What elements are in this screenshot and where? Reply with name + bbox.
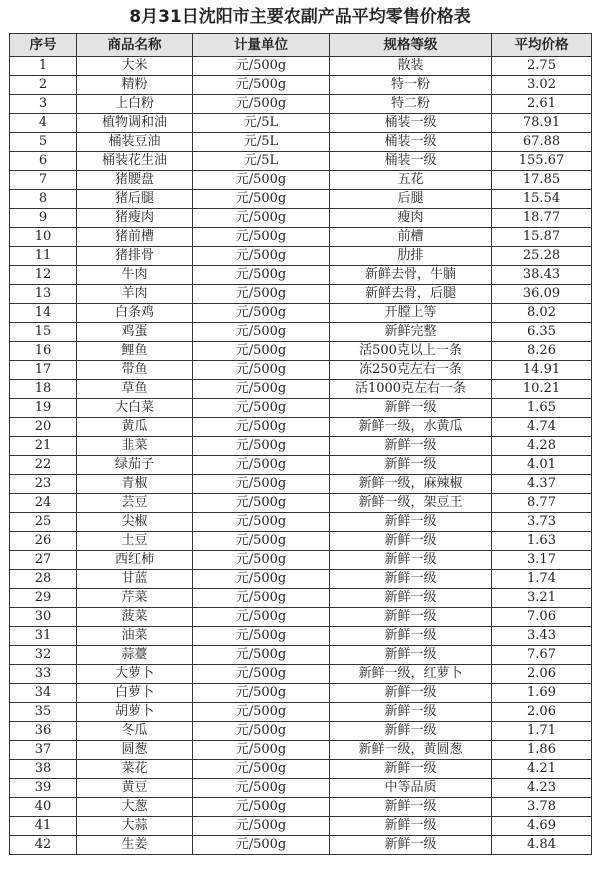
cell-unit: 元/500g — [193, 551, 330, 570]
cell-grade: 新鲜一级 — [330, 399, 492, 418]
cell-grade: 新鲜去骨，牛腩 — [330, 266, 492, 285]
cell-index: 33 — [10, 665, 77, 684]
table-row — [10, 513, 592, 532]
cell-index: 29 — [10, 589, 77, 608]
table-row — [10, 304, 592, 323]
table-row — [10, 570, 592, 589]
cell-average-price: 2.06 — [492, 665, 592, 684]
cell-unit: 元/500g — [193, 646, 330, 665]
cell-index: 3 — [10, 95, 77, 114]
table-row — [10, 418, 592, 437]
cell-unit: 元/500g — [193, 703, 330, 722]
cell-unit: 元/500g — [193, 722, 330, 741]
cell-average-price: 4.23 — [492, 779, 592, 798]
table-body — [10, 57, 592, 855]
cell-index: 16 — [10, 342, 77, 361]
cell-unit: 元/500g — [193, 76, 330, 95]
table-row — [10, 532, 592, 551]
cell-index: 8 — [10, 190, 77, 209]
cell-unit: 元/5L — [193, 133, 330, 152]
cell-average-price: 3.02 — [492, 76, 592, 95]
cell-unit: 元/500g — [193, 570, 330, 589]
cell-index: 7 — [10, 171, 77, 190]
cell-average-price: 36.09 — [492, 285, 592, 304]
table-row — [10, 551, 592, 570]
cell-average-price: 6.35 — [492, 323, 592, 342]
table-row — [10, 494, 592, 513]
cell-grade: 新鲜一级 — [330, 456, 492, 475]
cell-average-price: 1.65 — [492, 399, 592, 418]
cell-average-price: 3.21 — [492, 589, 592, 608]
table-row — [10, 266, 592, 285]
cell-unit: 元/500g — [193, 437, 330, 456]
table-row — [10, 760, 592, 779]
cell-unit: 元/500g — [193, 836, 330, 855]
table-row — [10, 380, 592, 399]
cell-index: 31 — [10, 627, 77, 646]
table-row — [10, 722, 592, 741]
cell-product-name: 草鱼 — [77, 380, 193, 399]
cell-index: 19 — [10, 399, 77, 418]
cell-unit: 元/500g — [193, 418, 330, 437]
cell-index: 38 — [10, 760, 77, 779]
cell-product-name: 猪排骨 — [77, 247, 193, 266]
cell-product-name: 大白菜 — [77, 399, 193, 418]
cell-unit: 元/500g — [193, 817, 330, 836]
table-row — [10, 589, 592, 608]
cell-index: 27 — [10, 551, 77, 570]
table-row — [10, 171, 592, 190]
cell-grade: 新鲜一级 — [330, 703, 492, 722]
cell-index: 30 — [10, 608, 77, 627]
cell-grade: 新鲜一级，红萝卜 — [330, 665, 492, 684]
table-row — [10, 608, 592, 627]
table-row — [10, 133, 592, 152]
cell-index: 12 — [10, 266, 77, 285]
cell-index: 14 — [10, 304, 77, 323]
cell-unit: 元/500g — [193, 380, 330, 399]
cell-unit: 元/5L — [193, 152, 330, 171]
cell-average-price: 7.67 — [492, 646, 592, 665]
cell-product-name: 大萝卜 — [77, 665, 193, 684]
cell-product-name: 蒜薹 — [77, 646, 193, 665]
cell-unit: 元/500g — [193, 760, 330, 779]
table-row — [10, 361, 592, 380]
cell-index: 15 — [10, 323, 77, 342]
cell-average-price: 1.69 — [492, 684, 592, 703]
cell-average-price: 25.28 — [492, 247, 592, 266]
cell-average-price: 4.01 — [492, 456, 592, 475]
cell-product-name: 白条鸡 — [77, 304, 193, 323]
cell-unit: 元/500g — [193, 190, 330, 209]
cell-product-name: 芹菜 — [77, 589, 193, 608]
cell-unit: 元/500g — [193, 532, 330, 551]
cell-unit: 元/500g — [193, 399, 330, 418]
cell-average-price: 3.17 — [492, 551, 592, 570]
cell-unit: 元/500g — [193, 209, 330, 228]
cell-product-name: 圆葱 — [77, 741, 193, 760]
cell-unit: 元/500g — [193, 627, 330, 646]
cell-product-name: 猪瘦肉 — [77, 209, 193, 228]
cell-product-name: 土豆 — [77, 532, 193, 551]
table-row — [10, 285, 592, 304]
cell-average-price: 2.06 — [492, 703, 592, 722]
cell-product-name: 芸豆 — [77, 494, 193, 513]
cell-average-price: 4.21 — [492, 760, 592, 779]
cell-unit: 元/500g — [193, 285, 330, 304]
cell-index: 21 — [10, 437, 77, 456]
cell-average-price: 155.67 — [492, 152, 592, 171]
cell-grade: 新鲜一级，水黄瓜 — [330, 418, 492, 437]
cell-index: 32 — [10, 646, 77, 665]
cell-unit: 元/500g — [193, 494, 330, 513]
cell-index: 17 — [10, 361, 77, 380]
price-table — [9, 33, 592, 855]
cell-grade: 中等品质 — [330, 779, 492, 798]
cell-average-price: 3.78 — [492, 798, 592, 817]
cell-grade: 前槽 — [330, 228, 492, 247]
cell-index: 24 — [10, 494, 77, 513]
cell-unit: 元/500g — [193, 798, 330, 817]
cell-product-name: 植物调和油 — [77, 114, 193, 133]
cell-product-name: 猪腰盘 — [77, 171, 193, 190]
cell-average-price: 8.26 — [492, 342, 592, 361]
cell-average-price: 15.54 — [492, 190, 592, 209]
cell-average-price: 78.91 — [492, 114, 592, 133]
cell-product-name: 牛肉 — [77, 266, 193, 285]
cell-grade: 活1000克左右一条 — [330, 380, 492, 399]
cell-product-name: 鲤鱼 — [77, 342, 193, 361]
cell-average-price: 1.86 — [492, 741, 592, 760]
cell-grade: 冻250克左右一条 — [330, 361, 492, 380]
table-row — [10, 247, 592, 266]
cell-grade: 新鲜一级 — [330, 836, 492, 855]
cell-index: 4 — [10, 114, 77, 133]
table-row — [10, 342, 592, 361]
cell-index: 18 — [10, 380, 77, 399]
cell-product-name: 韭菜 — [77, 437, 193, 456]
header-unit: 计量单位 — [193, 34, 330, 57]
cell-index: 41 — [10, 817, 77, 836]
cell-index: 28 — [10, 570, 77, 589]
cell-grade: 新鲜去骨，后腿 — [330, 285, 492, 304]
cell-average-price: 4.84 — [492, 836, 592, 855]
table-row — [10, 836, 592, 855]
cell-index: 1 — [10, 57, 77, 76]
cell-unit: 元/500g — [193, 589, 330, 608]
cell-unit: 元/500g — [193, 475, 330, 494]
header-product-name: 商品名称 — [77, 34, 193, 57]
cell-unit: 元/500g — [193, 456, 330, 475]
cell-product-name: 大蒜 — [77, 817, 193, 836]
cell-average-price: 18.77 — [492, 209, 592, 228]
cell-unit: 元/500g — [193, 228, 330, 247]
cell-index: 11 — [10, 247, 77, 266]
cell-index: 23 — [10, 475, 77, 494]
cell-product-name: 白萝卜 — [77, 684, 193, 703]
cell-unit: 元/500g — [193, 361, 330, 380]
table-row — [10, 817, 592, 836]
cell-unit: 元/500g — [193, 513, 330, 532]
cell-index: 42 — [10, 836, 77, 855]
table-row — [10, 627, 592, 646]
cell-grade: 桶装一级 — [330, 133, 492, 152]
cell-product-name: 西红柿 — [77, 551, 193, 570]
table-row — [10, 399, 592, 418]
cell-product-name: 菠菜 — [77, 608, 193, 627]
cell-index: 10 — [10, 228, 77, 247]
cell-index: 13 — [10, 285, 77, 304]
cell-average-price: 14.91 — [492, 361, 592, 380]
cell-index: 6 — [10, 152, 77, 171]
cell-index: 40 — [10, 798, 77, 817]
cell-index: 5 — [10, 133, 77, 152]
cell-product-name: 绿茄子 — [77, 456, 193, 475]
page-title: 8月31日沈阳市主要农副产品平均零售价格表 — [129, 7, 471, 27]
cell-product-name: 猪后腿 — [77, 190, 193, 209]
cell-grade: 新鲜一级 — [330, 684, 492, 703]
cell-index: 2 — [10, 76, 77, 95]
cell-average-price: 10.21 — [492, 380, 592, 399]
cell-grade: 开膛上等 — [330, 304, 492, 323]
cell-grade: 活500克以上一条 — [330, 342, 492, 361]
cell-product-name: 带鱼 — [77, 361, 193, 380]
cell-average-price: 7.06 — [492, 608, 592, 627]
table-row — [10, 190, 592, 209]
cell-average-price: 8.02 — [492, 304, 592, 323]
cell-product-name: 羊肉 — [77, 285, 193, 304]
table-row — [10, 228, 592, 247]
table-row — [10, 684, 592, 703]
cell-product-name: 上白粉 — [77, 95, 193, 114]
cell-average-price: 15.87 — [492, 228, 592, 247]
table-row — [10, 646, 592, 665]
table-row — [10, 798, 592, 817]
cell-unit: 元/500g — [193, 665, 330, 684]
cell-product-name: 精粉 — [77, 76, 193, 95]
cell-product-name: 尖椒 — [77, 513, 193, 532]
table-row — [10, 57, 592, 76]
cell-average-price: 4.28 — [492, 437, 592, 456]
cell-unit: 元/500g — [193, 57, 330, 76]
cell-unit: 元/500g — [193, 171, 330, 190]
cell-unit: 元/500g — [193, 342, 330, 361]
cell-grade: 新鲜一级 — [330, 722, 492, 741]
cell-unit: 元/500g — [193, 684, 330, 703]
table-row — [10, 323, 592, 342]
cell-unit: 元/500g — [193, 304, 330, 323]
cell-index: 36 — [10, 722, 77, 741]
cell-grade: 新鲜一级 — [330, 513, 492, 532]
cell-grade: 新鲜一级 — [330, 570, 492, 589]
cell-product-name: 大米 — [77, 57, 193, 76]
cell-grade: 新鲜一级 — [330, 627, 492, 646]
cell-product-name: 黄豆 — [77, 779, 193, 798]
cell-average-price: 3.73 — [492, 513, 592, 532]
cell-grade: 新鲜一级 — [330, 437, 492, 456]
cell-grade: 新鲜一级，架豆王 — [330, 494, 492, 513]
cell-grade: 新鲜完整 — [330, 323, 492, 342]
cell-unit: 元/500g — [193, 95, 330, 114]
cell-unit: 元/500g — [193, 266, 330, 285]
cell-average-price: 1.71 — [492, 722, 592, 741]
cell-grade: 桶装一级 — [330, 114, 492, 133]
cell-average-price: 1.74 — [492, 570, 592, 589]
cell-product-name: 桶装花生油 — [77, 152, 193, 171]
header-average-price: 平均价格 — [492, 34, 592, 57]
cell-grade: 新鲜一级 — [330, 646, 492, 665]
cell-average-price: 3.43 — [492, 627, 592, 646]
table-row — [10, 779, 592, 798]
cell-index: 9 — [10, 209, 77, 228]
cell-unit: 元/500g — [193, 779, 330, 798]
cell-average-price: 4.37 — [492, 475, 592, 494]
cell-product-name: 黄瓜 — [77, 418, 193, 437]
cell-average-price: 67.88 — [492, 133, 592, 152]
table-row — [10, 152, 592, 171]
cell-product-name: 冬瓜 — [77, 722, 193, 741]
cell-grade: 新鲜一级 — [330, 798, 492, 817]
cell-product-name: 甘蓝 — [77, 570, 193, 589]
cell-grade: 散装 — [330, 57, 492, 76]
table-row — [10, 209, 592, 228]
header-index: 序号 — [10, 34, 77, 57]
cell-average-price: 17.85 — [492, 171, 592, 190]
cell-unit: 元/500g — [193, 608, 330, 627]
cell-grade: 新鲜一级 — [330, 760, 492, 779]
cell-product-name: 生姜 — [77, 836, 193, 855]
cell-product-name: 鸡蛋 — [77, 323, 193, 342]
cell-grade: 桶装一级 — [330, 152, 492, 171]
cell-average-price: 38.43 — [492, 266, 592, 285]
cell-grade: 五花 — [330, 171, 492, 190]
cell-average-price: 2.61 — [492, 95, 592, 114]
cell-grade: 后腿 — [330, 190, 492, 209]
cell-product-name: 大葱 — [77, 798, 193, 817]
cell-grade: 新鲜一级，麻辣椒 — [330, 475, 492, 494]
table-row — [10, 456, 592, 475]
cell-grade: 瘦肉 — [330, 209, 492, 228]
cell-index: 22 — [10, 456, 77, 475]
cell-index: 26 — [10, 532, 77, 551]
cell-index: 20 — [10, 418, 77, 437]
cell-index: 35 — [10, 703, 77, 722]
cell-product-name: 菜花 — [77, 760, 193, 779]
cell-average-price: 8.77 — [492, 494, 592, 513]
cell-index: 37 — [10, 741, 77, 760]
cell-average-price: 1.63 — [492, 532, 592, 551]
cell-unit: 元/500g — [193, 323, 330, 342]
cell-average-price: 4.69 — [492, 817, 592, 836]
cell-grade: 新鲜一级 — [330, 532, 492, 551]
cell-grade: 新鲜一级 — [330, 817, 492, 836]
table-header-row — [10, 34, 592, 57]
cell-product-name: 猪前槽 — [77, 228, 193, 247]
cell-grade: 肋排 — [330, 247, 492, 266]
cell-average-price: 4.74 — [492, 418, 592, 437]
cell-average-price: 2.75 — [492, 57, 592, 76]
cell-grade: 新鲜一级，黄圆葱 — [330, 741, 492, 760]
cell-product-name: 青椒 — [77, 475, 193, 494]
table-row — [10, 741, 592, 760]
header-grade: 规格等级 — [330, 34, 492, 57]
cell-grade: 新鲜一级 — [330, 551, 492, 570]
cell-product-name: 桶装豆油 — [77, 133, 193, 152]
cell-grade: 特一粉 — [330, 76, 492, 95]
table-row — [10, 76, 592, 95]
cell-index: 34 — [10, 684, 77, 703]
cell-unit: 元/5L — [193, 114, 330, 133]
cell-index: 39 — [10, 779, 77, 798]
table-row — [10, 437, 592, 456]
cell-grade: 新鲜一级 — [330, 589, 492, 608]
table-row — [10, 114, 592, 133]
cell-unit: 元/500g — [193, 247, 330, 266]
cell-product-name: 胡萝卜 — [77, 703, 193, 722]
cell-grade: 特二粉 — [330, 95, 492, 114]
table-row — [10, 95, 592, 114]
cell-unit: 元/500g — [193, 741, 330, 760]
table-row — [10, 475, 592, 494]
cell-index: 25 — [10, 513, 77, 532]
cell-product-name: 油菜 — [77, 627, 193, 646]
cell-grade: 新鲜一级 — [330, 608, 492, 627]
table-row — [10, 703, 592, 722]
table-row — [10, 665, 592, 684]
